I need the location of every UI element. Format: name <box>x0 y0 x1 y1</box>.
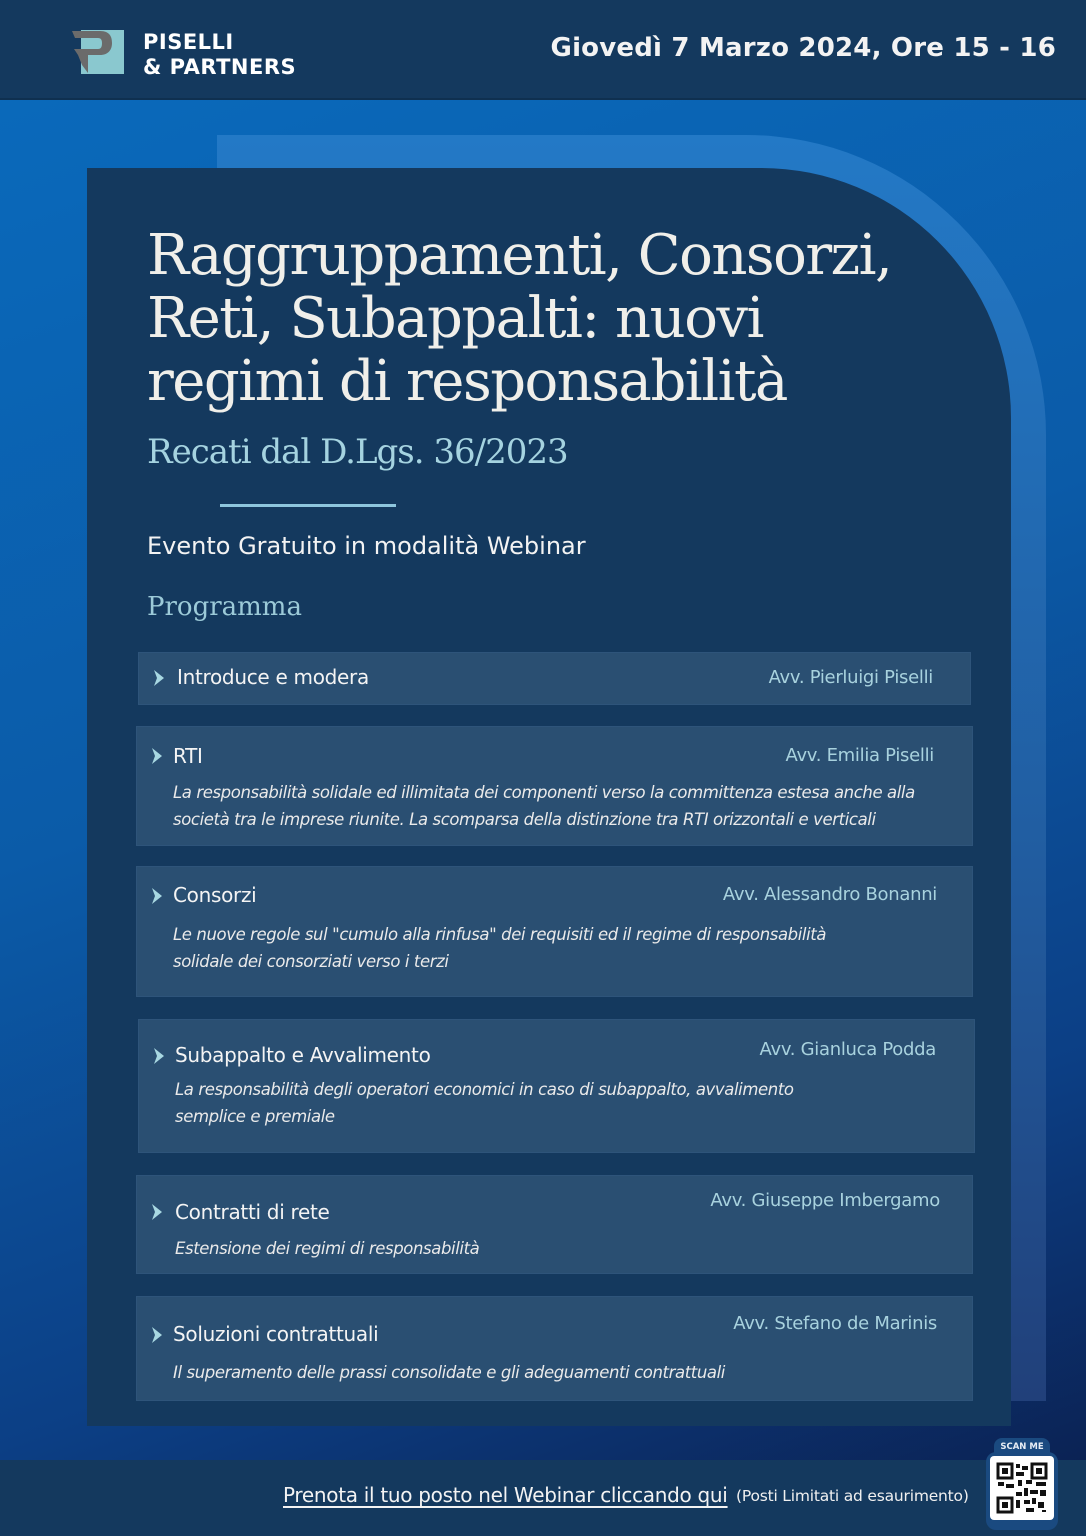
program-item-title: Contratti di rete <box>175 1200 330 1224</box>
program-item-rti <box>136 726 973 846</box>
program-item-title: Subappalto e Avvalimento <box>175 1043 431 1067</box>
description-line: Il superamento delle prassi consolidate e gli adeguamenti contrattuali <box>173 1363 725 1382</box>
brand-line-2: & PARTNERS <box>143 55 297 79</box>
program-item-title: Consorzi <box>173 883 257 907</box>
program-item-speaker: Avv. Alessandro Bonanni <box>722 884 937 905</box>
event-type: Evento Gratuito in modalità Webinar <box>147 532 586 560</box>
program-item-contratti-di-rete <box>136 1175 973 1274</box>
subtitle: Recati dal D.Lgs. 36/2023 <box>147 432 568 472</box>
program-item-speaker: Avv. Emilia Piselli <box>785 745 934 766</box>
footer-bar <box>0 1460 1086 1536</box>
program-item-description <box>175 1076 965 1130</box>
chevron-right-icon <box>151 1326 163 1344</box>
section-heading-programma: Programma <box>147 592 302 622</box>
logo-p-glyph-icon <box>72 29 124 75</box>
program-item-description <box>173 921 963 975</box>
qr-code-icon[interactable] <box>990 1456 1054 1520</box>
program-item-introduce <box>138 652 971 705</box>
event-date: Giovedì 7 Marzo 2024, Ore 15 - 16 <box>550 33 1056 63</box>
description-line: La responsabilità degli operatori economici in caso di subappalto, avvalimento <box>175 1080 794 1099</box>
program-item-speaker: Avv. Stefano de Marinis <box>733 1313 937 1334</box>
description-line: Le nuove regole sul "cumulo alla rinfusa" dei requisiti ed il regime di responsabilità <box>173 925 827 944</box>
program-item-consorzi <box>136 866 973 997</box>
chevron-right-icon <box>153 669 165 687</box>
scan-me-label: SCAN ME <box>994 1438 1050 1456</box>
chevron-right-icon <box>151 887 163 905</box>
chevron-right-icon <box>151 747 163 765</box>
piselli-logo-icon <box>72 29 124 75</box>
page-title <box>147 224 947 413</box>
program-item-title: Soluzioni contrattuali <box>173 1322 379 1346</box>
program-item-speaker: Avv. Giuseppe Imbergamo <box>710 1190 940 1211</box>
description-line: solidale dei consorziati verso i terzi <box>173 952 449 971</box>
description-line: semplice e premiale <box>175 1107 335 1126</box>
brand-name <box>143 30 296 80</box>
limited-seats-note: (Posti Limitati ad esaurimento) <box>736 1487 969 1505</box>
description-line: società tra le imprese riunite. La scomparsa della distinzione tra RTI orizzontali e verticali <box>173 810 876 829</box>
program-item-description <box>173 779 963 833</box>
qr-frame <box>986 1452 1058 1530</box>
chevron-right-icon <box>151 1203 163 1221</box>
description-line: Estensione dei regimi di responsabilità <box>175 1239 480 1258</box>
header-bar <box>0 0 1086 100</box>
title-line-2: Reti, Subappalti: nuovi <box>147 286 763 351</box>
register-webinar-link[interactable]: Prenota il tuo posto nel Webinar cliccando qui <box>283 1483 728 1507</box>
program-item-speaker: Avv. Gianluca Podda <box>759 1039 936 1060</box>
program-item-description <box>175 1235 965 1262</box>
divider <box>220 504 396 507</box>
main-panel <box>87 168 1011 1426</box>
chevron-right-icon <box>153 1047 165 1065</box>
brand-line-1: PISELLI <box>143 30 234 54</box>
program-item-description <box>173 1359 963 1386</box>
program-item-subappalto <box>138 1019 975 1153</box>
description-line: La responsabilità solidale ed illimitata dei componenti verso la committenza estesa anche alla <box>173 783 915 802</box>
program-item-title: Introduce e modera <box>177 665 369 689</box>
program-item-speaker: Avv. Pierluigi Piselli <box>768 667 933 688</box>
title-line-3: regimi di responsabilità <box>147 349 787 414</box>
title-line-1: Raggruppamenti, Consorzi, <box>147 223 892 288</box>
program-item-title: RTI <box>173 744 203 768</box>
qr-code-block[interactable] <box>986 1438 1058 1530</box>
program-item-soluzioni-contrattuali <box>136 1296 973 1401</box>
